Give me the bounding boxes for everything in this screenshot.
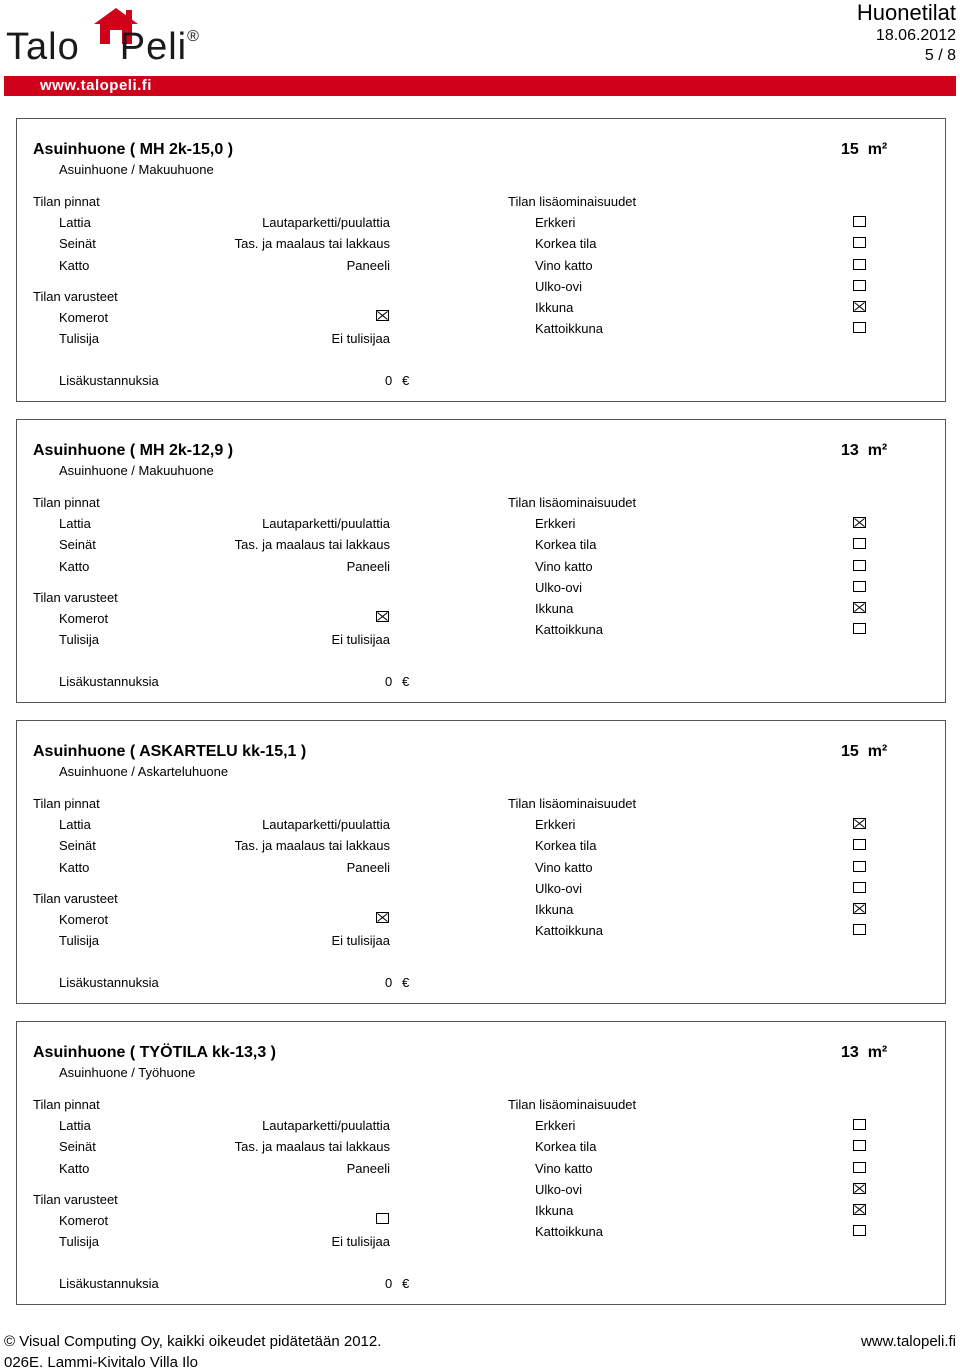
fireplace-value: Ei tulisijaa: [331, 632, 390, 647]
room-area: [841, 743, 887, 761]
skylight-checkbox[interactable]: [853, 322, 866, 333]
room-type: Asuinhuone / Makuuhuone: [59, 162, 214, 177]
sloped-checkbox[interactable]: [853, 1162, 866, 1173]
currency-symbol: €: [402, 1276, 410, 1291]
ceiling-value: Paneeli: [346, 1161, 390, 1176]
sloped-label: Vino katto: [535, 860, 593, 875]
footer-copyright: © Visual Computing Oy, kaikki oikeudet pidätetään 2012.: [4, 1333, 382, 1350]
currency-symbol: €: [402, 975, 410, 990]
document-title: Huonetilat: [856, 0, 956, 25]
window-label: Ikkuna: [535, 1203, 574, 1218]
skylight-checkbox[interactable]: [853, 924, 866, 935]
ceiling-label: Katto: [59, 258, 90, 273]
url-banner: [4, 76, 956, 96]
room-area-unit: m²: [867, 141, 888, 158]
bay-label: Erkkeri: [535, 817, 576, 832]
high-label: Korkea tila: [535, 537, 597, 552]
room-area-unit: m²: [867, 743, 888, 760]
room-type: Asuinhuone / Askarteluhuone: [59, 764, 229, 779]
bay-label: Erkkeri: [535, 516, 576, 531]
bay-label: Erkkeri: [535, 215, 576, 230]
closets-checkbox[interactable]: [376, 912, 389, 923]
skylight-label: Kattoikkuna: [535, 1224, 603, 1239]
logo-text-talo: Talo: [6, 26, 80, 68]
floor-label: Lattia: [59, 215, 91, 230]
floor-label: Lattia: [59, 516, 91, 531]
room-name: Asuinhuone ( MH 2k-15,0 ): [33, 141, 234, 158]
skylight-label: Kattoikkuna: [535, 923, 603, 938]
extra-cost-value: 0: [385, 373, 393, 388]
features-heading: Tilan lisäominaisuudet: [508, 1097, 637, 1112]
footer-url[interactable]: www.talopeli.fi: [860, 1333, 956, 1350]
features-heading: Tilan lisäominaisuudet: [508, 495, 637, 510]
ceiling-value: Paneeli: [346, 860, 390, 875]
closets-label: Komerot: [59, 611, 109, 626]
window-label: Ikkuna: [535, 902, 574, 917]
bay-label: Erkkeri: [535, 1118, 576, 1133]
url-banner-text[interactable]: www.talopeli.fi: [40, 77, 152, 94]
closets-checkbox[interactable]: [376, 1213, 389, 1224]
walls-label: Seinät: [59, 1139, 96, 1154]
walls-label: Seinät: [59, 838, 96, 853]
floor-label: Lattia: [59, 817, 91, 832]
sloped-checkbox[interactable]: [853, 560, 866, 571]
skylight-label: Kattoikkuna: [535, 622, 603, 637]
door-label: Ulko-ovi: [535, 580, 582, 595]
footer-address: 026E. Lammi-Kivitalo Villa Ilo: [4, 1354, 198, 1371]
room-area-value: 13: [841, 1044, 859, 1061]
window-checkbox[interactable]: [853, 903, 866, 914]
walls-value: Tas. ja maalaus tai lakkaus: [234, 1139, 390, 1154]
skylight-label: Kattoikkuna: [535, 321, 603, 336]
page-number: 5 / 8: [924, 47, 956, 64]
sloped-checkbox[interactable]: [853, 259, 866, 270]
extra-cost-label: Lisäkustannuksia: [59, 1276, 159, 1291]
room-name: Asuinhuone ( MH 2k-12,9 ): [33, 442, 234, 459]
floor-value: Lautaparketti/puulattia: [262, 215, 390, 230]
floor-value: Lautaparketti/puulattia: [262, 516, 390, 531]
bay-checkbox[interactable]: [853, 216, 866, 227]
document-date: 18.06.2012: [875, 27, 956, 44]
sloped-checkbox[interactable]: [853, 861, 866, 872]
floor-value: Lautaparketti/puulattia: [262, 817, 390, 832]
equipment-heading: Tilan varusteet: [33, 1192, 118, 1207]
extra-cost-value: 0: [385, 975, 393, 990]
room-name: Asuinhuone ( TYÖTILA kk-13,3 ): [33, 1044, 276, 1061]
walls-value: Tas. ja maalaus tai lakkaus: [234, 838, 390, 853]
bay-checkbox[interactable]: [853, 818, 866, 829]
fireplace-label: Tulisija: [59, 632, 99, 647]
skylight-checkbox[interactable]: [853, 623, 866, 634]
room-area-value: 15: [841, 141, 859, 158]
door-checkbox[interactable]: [853, 280, 866, 291]
room-name: Asuinhuone ( ASKARTELU kk-15,1 ): [33, 743, 307, 760]
closets-checkbox[interactable]: [376, 611, 389, 622]
equipment-heading: Tilan varusteet: [33, 590, 118, 605]
logo-wordmark: [6, 26, 200, 69]
room-type: Asuinhuone / Makuuhuone: [59, 463, 214, 478]
closets-label: Komerot: [59, 1213, 109, 1228]
ceiling-label: Katto: [59, 1161, 90, 1176]
walls-value: Tas. ja maalaus tai lakkaus: [234, 537, 390, 552]
room-area-unit: m²: [867, 1044, 888, 1061]
bay-checkbox[interactable]: [853, 1119, 866, 1130]
sloped-label: Vino katto: [535, 559, 593, 574]
ceiling-label: Katto: [59, 860, 90, 875]
fireplace-label: Tulisija: [59, 933, 99, 948]
room-area: [841, 141, 887, 159]
room-card: [16, 720, 946, 1004]
high-label: Korkea tila: [535, 1139, 597, 1154]
high-checkbox[interactable]: [853, 538, 866, 549]
door-label: Ulko-ovi: [535, 279, 582, 294]
high-label: Korkea tila: [535, 236, 597, 251]
high-checkbox[interactable]: [853, 839, 866, 850]
high-label: Korkea tila: [535, 838, 597, 853]
fireplace-label: Tulisija: [59, 1234, 99, 1249]
talopeli-logo: [6, 6, 236, 66]
closets-label: Komerot: [59, 912, 109, 927]
room-area: [841, 1044, 887, 1062]
features-heading: Tilan lisäominaisuudet: [508, 796, 637, 811]
fireplace-value: Ei tulisijaa: [331, 1234, 390, 1249]
window-checkbox[interactable]: [853, 602, 866, 613]
extra-cost-label: Lisäkustannuksia: [59, 373, 159, 388]
window-checkbox[interactable]: [853, 1204, 866, 1215]
closets-label: Komerot: [59, 310, 109, 325]
ceiling-value: Paneeli: [346, 258, 390, 273]
features-heading: Tilan lisäominaisuudet: [508, 194, 637, 209]
room-area-value: 13: [841, 442, 859, 459]
closets-checkbox[interactable]: [376, 310, 389, 321]
equipment-heading: Tilan varusteet: [33, 891, 118, 906]
room-card: [16, 1021, 946, 1305]
floor-label: Lattia: [59, 1118, 91, 1133]
walls-label: Seinät: [59, 537, 96, 552]
room-area: [841, 442, 887, 460]
logo-text-peli: Peli: [119, 26, 188, 68]
ceiling-label: Katto: [59, 559, 90, 574]
currency-symbol: €: [402, 674, 410, 689]
fireplace-value: Ei tulisijaa: [331, 933, 390, 948]
door-checkbox[interactable]: [853, 581, 866, 592]
sloped-label: Vino katto: [535, 258, 593, 273]
surfaces-heading: Tilan pinnat: [33, 796, 100, 811]
room-type: Asuinhuone / Työhuone: [59, 1065, 196, 1080]
registered-mark: ®: [187, 28, 200, 45]
walls-label: Seinät: [59, 236, 96, 251]
extra-cost-value: 0: [385, 1276, 393, 1291]
surfaces-heading: Tilan pinnat: [33, 1097, 100, 1112]
room-card: [16, 419, 946, 703]
skylight-checkbox[interactable]: [853, 1225, 866, 1236]
surfaces-heading: Tilan pinnat: [33, 194, 100, 209]
door-label: Ulko-ovi: [535, 881, 582, 896]
walls-value: Tas. ja maalaus tai lakkaus: [234, 236, 390, 251]
bay-checkbox[interactable]: [853, 517, 866, 528]
door-label: Ulko-ovi: [535, 1182, 582, 1197]
extra-cost-label: Lisäkustannuksia: [59, 975, 159, 990]
equipment-heading: Tilan varusteet: [33, 289, 118, 304]
door-checkbox[interactable]: [853, 1183, 866, 1194]
surfaces-heading: Tilan pinnat: [33, 495, 100, 510]
high-checkbox[interactable]: [853, 237, 866, 248]
sloped-label: Vino katto: [535, 1161, 593, 1176]
door-checkbox[interactable]: [853, 882, 866, 893]
currency-symbol: €: [402, 373, 410, 388]
window-checkbox[interactable]: [853, 301, 866, 312]
window-label: Ikkuna: [535, 601, 574, 616]
extra-cost-label: Lisäkustannuksia: [59, 674, 159, 689]
ceiling-value: Paneeli: [346, 559, 390, 574]
extra-cost-value: 0: [385, 674, 393, 689]
fireplace-label: Tulisija: [59, 331, 99, 346]
window-label: Ikkuna: [535, 300, 574, 315]
high-checkbox[interactable]: [853, 1140, 866, 1151]
room-area-value: 15: [841, 743, 859, 760]
room-area-unit: m²: [867, 442, 888, 459]
floor-value: Lautaparketti/puulattia: [262, 1118, 390, 1133]
fireplace-value: Ei tulisijaa: [331, 331, 390, 346]
room-card: [16, 118, 946, 402]
